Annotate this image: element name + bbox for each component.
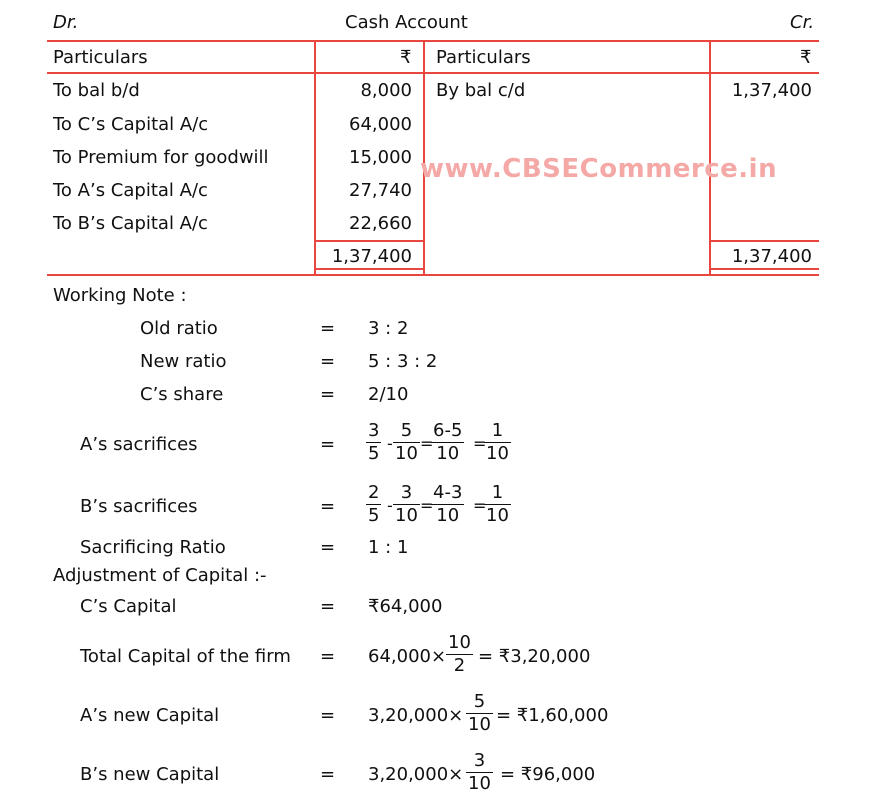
- numerator: 10: [448, 632, 471, 653]
- debit-amount: 8,000: [360, 80, 412, 101]
- dr-label: Dr.: [53, 12, 79, 33]
- denominator: 5: [368, 443, 380, 464]
- numerator: 4-3: [433, 482, 463, 503]
- denominator: 10: [431, 504, 464, 527]
- debit-particular: To bal b/d: [53, 80, 140, 101]
- cr-label: Cr.: [790, 12, 815, 33]
- denominator: 10: [395, 443, 418, 464]
- equals-sign: =: [473, 496, 487, 515]
- c-share-value: 2/10: [368, 384, 409, 405]
- fraction: [466, 691, 493, 736]
- table-bottom-border: [47, 274, 819, 276]
- a-new-capital-result: = ₹1,60,000: [496, 705, 609, 726]
- account-title: Cash Account: [345, 12, 468, 33]
- denominator: 10: [468, 714, 491, 735]
- fraction: [431, 482, 464, 527]
- sacrificing-ratio-value: 1 : 1: [368, 537, 409, 558]
- sacrificing-ratio-label: Sacrificing Ratio: [80, 537, 226, 558]
- numerator: 3: [473, 750, 486, 771]
- equals-sign: =: [320, 351, 336, 372]
- fraction: [366, 420, 381, 465]
- debit-particular: To Premium for goodwill: [53, 147, 269, 168]
- a-new-capital-base: 3,20,000×: [368, 705, 464, 726]
- new-ratio-value: 5 : 3 : 2: [368, 351, 438, 372]
- numerator: 1: [491, 482, 504, 503]
- equals-sign: =: [320, 705, 336, 726]
- adjustment-title: Adjustment of Capital :-: [53, 565, 267, 586]
- fraction: [393, 482, 420, 527]
- denominator: 10: [486, 505, 509, 526]
- equals-sign: =: [320, 434, 336, 455]
- working-note-title: Working Note :: [53, 285, 187, 306]
- b-sacrifice-label: B’s sacrifices: [80, 496, 198, 517]
- fraction: [431, 420, 464, 465]
- debit-amount: 64,000: [349, 114, 412, 135]
- header-rupee-left: ₹: [400, 47, 412, 68]
- equals-sign: =: [420, 434, 434, 453]
- equals-sign: =: [473, 434, 487, 453]
- b-new-capital-base: 3,20,000×: [368, 764, 464, 785]
- denominator: 10: [395, 505, 418, 526]
- total-right: 1,37,400: [731, 246, 812, 267]
- numerator: 3: [368, 420, 380, 441]
- total-capital-label: Total Capital of the firm: [80, 646, 291, 667]
- equals-sign: =: [320, 384, 336, 405]
- denominator: 10: [431, 442, 464, 465]
- numerator: 1: [491, 420, 504, 441]
- fraction: [484, 420, 511, 465]
- b-new-capital-label: B’s new Capital: [80, 764, 220, 785]
- denominator: 10: [468, 773, 491, 794]
- total-capital-base: 64,000×: [368, 646, 447, 667]
- fraction: [366, 482, 381, 527]
- watermark: www.CBSECommerce.in: [420, 154, 778, 184]
- old-ratio-value: 3 : 2: [368, 318, 409, 339]
- equals-sign: =: [320, 537, 336, 558]
- credit-amount: 1,37,400: [731, 80, 812, 101]
- debit-particular: To A’s Capital A/c: [53, 180, 208, 201]
- total-left: 1,37,400: [331, 246, 412, 267]
- fraction: [466, 750, 493, 795]
- old-ratio-label: Old ratio: [140, 318, 218, 339]
- fraction: [393, 420, 420, 465]
- credit-particular: By bal c/d: [436, 80, 526, 101]
- total-underline-right: [709, 268, 819, 270]
- numerator: 6-5: [433, 420, 463, 441]
- header-rupee-right: ₹: [800, 47, 812, 68]
- total-capital-result: = ₹3,20,000: [478, 646, 591, 667]
- fraction: [484, 482, 511, 527]
- denominator: 2: [446, 654, 473, 677]
- a-sacrifice-label: A’s sacrifices: [80, 434, 198, 455]
- equals-sign: =: [320, 764, 336, 785]
- header-particulars-left: Particulars: [53, 47, 148, 68]
- equals-sign: =: [420, 496, 434, 515]
- c-share-label: C’s share: [140, 384, 224, 405]
- table-top-border: [47, 40, 819, 42]
- numerator: 3: [400, 482, 413, 503]
- c-capital-value: ₹64,000: [368, 596, 443, 617]
- equals-sign: =: [320, 496, 336, 517]
- total-top-line-right: [709, 240, 819, 242]
- equals-sign: =: [320, 318, 336, 339]
- debit-amount: 27,740: [349, 180, 412, 201]
- numerator: 2: [368, 482, 380, 503]
- debit-particular: To B’s Capital A/c: [53, 213, 208, 234]
- minus-sign: -: [387, 434, 393, 453]
- new-ratio-label: New ratio: [140, 351, 227, 372]
- table-header-border: [47, 72, 819, 74]
- denominator: 10: [486, 443, 509, 464]
- debit-particular: To C’s Capital A/c: [53, 114, 209, 135]
- numerator: 5: [400, 420, 413, 441]
- b-new-capital-result: = ₹96,000: [500, 764, 596, 785]
- minus-sign: -: [387, 496, 393, 515]
- fraction: [446, 632, 473, 677]
- equals-sign: =: [320, 646, 336, 667]
- debit-amount: 15,000: [349, 147, 412, 168]
- total-underline-left: [314, 268, 425, 270]
- header-particulars-right: Particulars: [436, 47, 531, 68]
- debit-amount: 22,660: [349, 213, 412, 234]
- total-top-line-left: [314, 240, 425, 242]
- c-capital-label: C’s Capital: [80, 596, 177, 617]
- numerator: 5: [473, 691, 486, 712]
- a-new-capital-label: A’s new Capital: [80, 705, 220, 726]
- equals-sign: =: [320, 596, 336, 617]
- denominator: 5: [368, 505, 380, 526]
